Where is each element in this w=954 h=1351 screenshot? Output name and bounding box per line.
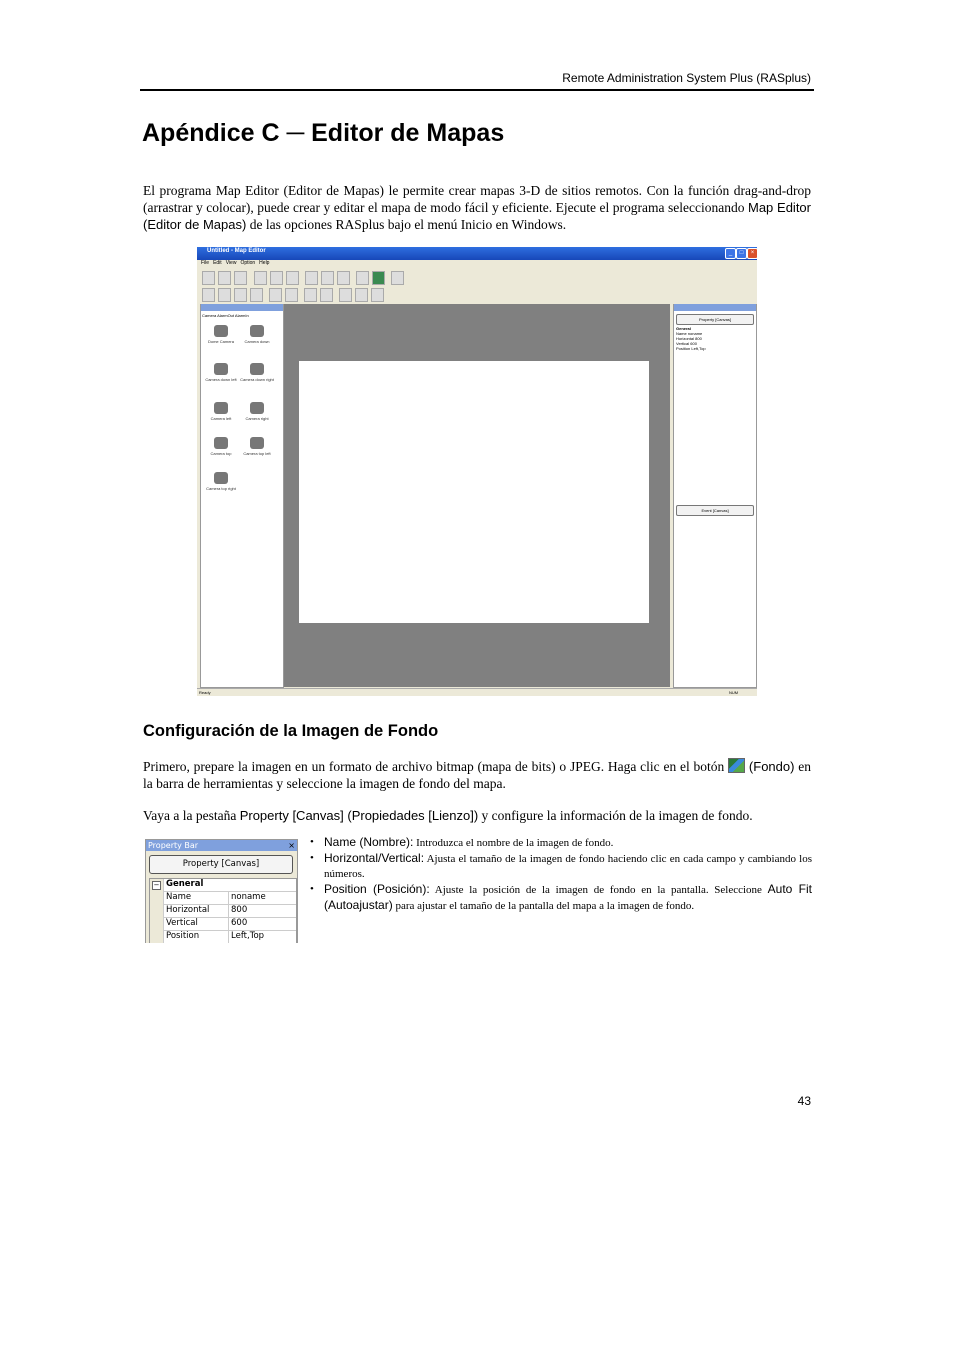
copy-icon [270, 271, 283, 285]
map-editor-screenshot [197, 247, 757, 696]
close-icon: × [747, 248, 757, 259]
menu-edit: Edit [213, 260, 222, 266]
camera-top-icon [214, 437, 228, 449]
property-row: Horizontal 800 [164, 905, 296, 918]
camera-item: Camera left [203, 402, 239, 421]
align-icon [285, 288, 298, 302]
align-icon [218, 288, 231, 302]
camera-item: Camera top left [239, 437, 275, 456]
save-icon [234, 271, 247, 285]
align-icon [269, 288, 282, 302]
alarm-out-icon [321, 271, 334, 285]
align-icon [304, 288, 317, 302]
minimize-icon: _ [725, 248, 736, 259]
property-canvas-button: Property [Canvas] [676, 314, 754, 325]
camera-item: Camera down right [239, 363, 275, 382]
camera-item: Camera down [239, 325, 275, 344]
align-icon [355, 288, 368, 302]
intro-ui-term: Map Editor (Editor de Mapas) [143, 200, 811, 232]
property-paragraph: Vaya a la pestaña Property [Canvas] (Propiedades [Lienzo]) y configure la información de la imagen de fondo. [143, 808, 753, 823]
property-grid [149, 878, 297, 943]
align-icon [250, 288, 263, 302]
property-panel [673, 304, 757, 688]
property-grid-mini: General Name noname Horizontal 800 Vertical 600 Position Left,Top [676, 326, 706, 351]
open-icon [218, 271, 231, 285]
paste-icon [286, 271, 299, 285]
collapse-icon: − [153, 881, 160, 889]
property-bar-title: Property Bar [148, 841, 199, 850]
property-panel-header [674, 304, 756, 311]
status-bar [197, 688, 757, 696]
event-canvas-button: Event [Canvas] [676, 505, 754, 516]
section-title: Configuración de la Imagen de Fondo [143, 722, 439, 740]
menu-bar [197, 260, 757, 269]
bullet-item: • Name (Nombre): Introduzca el nombre de la imagen de fondo. [310, 835, 614, 849]
page-number: 43 [797, 1094, 811, 1108]
menu-help: Help [259, 260, 270, 266]
bullet-list [310, 835, 812, 914]
camera-item: Camera top [203, 437, 239, 456]
align-icon [371, 288, 384, 302]
menu-option: Option [240, 260, 256, 266]
menu-file: File [201, 260, 210, 266]
intro-paragraph [143, 182, 811, 233]
tab-alarmout: AlarmOut [217, 313, 235, 318]
camera-down-left-icon [214, 363, 228, 375]
camera-item: Dome Camera [203, 325, 239, 344]
bullet-item: • Position (Posición): Ajuste la posición de la imagen de fondo en la pantalla. Seleccione Auto Fit (Autoajustar) para ajustar el tamaño de la pantalla del mapa a la imagen de fondo. [310, 882, 812, 912]
chapter-title: Apéndice C ─ Editor de Mapas [142, 119, 505, 147]
cut-icon [254, 271, 267, 285]
device-tabs [202, 313, 249, 318]
camera-right-icon [250, 402, 264, 414]
alarm-in-icon [337, 271, 350, 285]
intro-text: El programa Map Editor (Editor de Mapas) le permite crear mapas 3-D de sitios remotos. Con la función drag-and-drop (arrastrar y colocar), puede crear y editar el mapa de modo fácil y eficiente. Ejecute el programa seleccionando [143, 183, 811, 215]
camera-item: Camera right [239, 402, 275, 421]
dome-camera-icon [214, 325, 228, 337]
tab-alarmin: AlarmIn [234, 313, 249, 318]
camera-item: Camera top right [203, 472, 239, 491]
camera-top-left-icon [250, 437, 264, 449]
background-icon [372, 271, 385, 285]
close-icon: × [288, 841, 295, 850]
status-ready: Ready [199, 690, 211, 695]
property-row: Position Left,Top [164, 931, 296, 943]
new-icon [202, 271, 215, 285]
align-icon [339, 288, 352, 302]
tab-camera: Camera [202, 313, 217, 318]
map-canvas [299, 361, 649, 623]
camera-down-right-icon [250, 363, 264, 375]
device-panel [200, 304, 284, 688]
camera-down-icon [250, 325, 264, 337]
property-row: Name noname [164, 892, 296, 905]
group-label: General [676, 326, 691, 331]
align-icon [202, 288, 215, 302]
background-icon [728, 758, 745, 773]
property-bar-header [146, 840, 297, 851]
pencil-icon [356, 271, 369, 285]
window-title: Untitled - Map Editor [207, 248, 266, 254]
camera-tool-icon [305, 271, 318, 285]
camera-top-right-icon [214, 472, 228, 484]
align-icon [320, 288, 333, 302]
maximize-icon: □ [736, 248, 747, 259]
status-num: NUM [729, 690, 739, 695]
running-header: Remote Administration System Plus (RASplus) [562, 71, 811, 85]
camera-item: Camera down left [203, 363, 239, 382]
window-titlebar [197, 247, 757, 260]
align-icon [234, 288, 247, 302]
property-canvas-button: Property [Canvas] [149, 855, 293, 874]
bullet-item: • Horizontal/Vertical: Ajusta el tamaño de la imagen de fondo haciendo clic en cada campo y cambiando los números. [310, 851, 812, 880]
group-row: General [164, 879, 296, 892]
device-panel-header [201, 304, 283, 311]
camera-left-icon [214, 402, 228, 414]
menu-view: View [225, 260, 237, 266]
property-row: Vertical 600 [164, 918, 296, 931]
intro-text-after: de las opciones RASplus bajo el menú Inicio en Windows. [246, 217, 567, 232]
background-paragraph: Primero, prepare la imagen en un formato de archivo bitmap (mapa de bits) o JPEG. Haga clic en el botón (Fondo) en la barra de herramientas y seleccione la imagen de fondo del mapa. [143, 759, 811, 791]
help-icon [391, 271, 404, 285]
property-bar-screenshot [145, 839, 298, 943]
header-rule [140, 89, 814, 91]
